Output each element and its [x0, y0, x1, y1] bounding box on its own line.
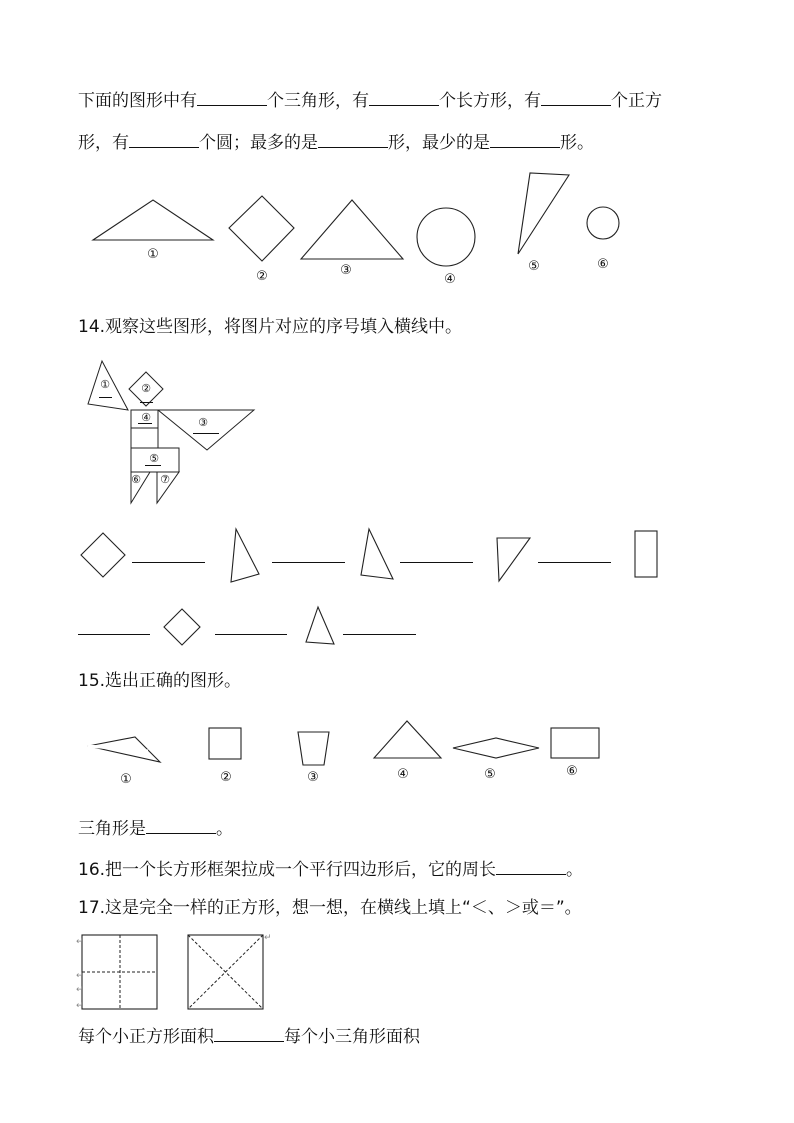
q13-label-6: ⑥: [597, 257, 609, 272]
q15-label-3: ③: [307, 770, 319, 785]
q13-blank-squares[interactable]: [541, 87, 611, 106]
svg-text:↵: ↵: [76, 1001, 84, 1011]
q13-line1-p2: 个三角形，有: [267, 91, 369, 111]
q15-blank[interactable]: [146, 815, 216, 834]
q14-blank-6[interactable]: [215, 634, 287, 635]
q13-shape-2-square: [229, 196, 294, 261]
q13-line1-p4: 个正方: [611, 91, 662, 111]
q14-answer-shape-rectangle: [635, 531, 657, 577]
q14-blank-3[interactable]: [400, 562, 473, 563]
q17-answer-prefix: 每个小正方形面积: [78, 1027, 214, 1047]
q15-shape-2: [209, 728, 241, 759]
q13-shape-5-triangle: [518, 173, 569, 254]
q13-line2-p3: 形，最少的是: [388, 133, 490, 153]
q13-line2-p4: 形。: [560, 133, 594, 153]
q15-title: 15.选出正确的图形。: [78, 671, 242, 691]
q15-shape-5: [453, 738, 539, 758]
q15-label-5: ⑤: [484, 767, 496, 782]
q13-blank-triangles[interactable]: [197, 87, 267, 106]
q13-label-1: ①: [147, 247, 159, 262]
q14-answer-shape-diamond-1: [81, 533, 125, 577]
q16-prefix: 16.把一个长方形框架拉成一个平行四边形后，它的周长: [78, 860, 497, 880]
q14-label-2-underline: [140, 402, 153, 403]
q14-figure-label-1: ①: [100, 378, 110, 391]
q14-label-5-underline: [145, 465, 161, 466]
q14-figure-label-5: ⑤: [149, 452, 159, 465]
q15-label-4: ④: [397, 767, 409, 782]
q14-figure-label-7: ⑦: [160, 473, 170, 486]
q13-label-4: ④: [444, 272, 456, 287]
q13-label-3: ③: [340, 263, 352, 278]
q16-line: [78, 856, 583, 881]
q16-suffix: 。: [566, 860, 584, 880]
q15-shape-6: [551, 728, 599, 758]
q14-blank-4[interactable]: [538, 562, 611, 563]
q13-label-5: ⑤: [528, 259, 540, 274]
q13-line2-p1: 形，有: [78, 133, 129, 153]
q14-answer-shape-diamond-2: [164, 609, 200, 645]
q14-label-1-underline: [99, 397, 112, 398]
q15-shape-4: [374, 721, 441, 758]
q14-blank-2[interactable]: [272, 562, 345, 563]
q14-answer-shape-triangle-1: [231, 529, 259, 582]
q14-figure-label-3: ③: [198, 416, 208, 429]
q14-figure-label-6: ⑥: [131, 473, 141, 486]
q17-answer-line: [78, 1023, 420, 1048]
svg-text:↵: ↵: [76, 985, 84, 995]
q14-answer-shape-triangle-3: [497, 538, 530, 581]
q15-label-6: ⑥: [566, 764, 578, 779]
q17-squares-figure: [0, 930, 794, 1020]
q14-blank-7[interactable]: [343, 634, 416, 635]
q17-title: 17.这是完全一样的正方形，想一想，在横线上填上“＜、＞或＝”。: [78, 898, 582, 918]
q14-figure-label-2: ②: [141, 382, 151, 395]
q15-label-2: ②: [220, 770, 232, 785]
q16-blank[interactable]: [496, 856, 566, 875]
q13-line1-p3: 个长方形，有: [439, 91, 541, 111]
q13-label-2: ②: [256, 269, 268, 284]
q15-shape-3: [298, 732, 329, 765]
q13-line1-p1: 下面的图形中有: [78, 91, 197, 111]
q14-label-3-underline: [193, 433, 219, 434]
q15-label-1: ①: [120, 772, 132, 787]
q14-answer-shapes: [0, 525, 794, 655]
q13-blank-most[interactable]: [318, 129, 388, 148]
q14-answer-shape-triangle-4: [306, 607, 334, 644]
q17-answer-suffix: 每个小三角形面积: [284, 1027, 420, 1047]
q14-blank-5[interactable]: [78, 634, 150, 635]
q13-line2-p2: 个圆；最多的是: [199, 133, 318, 153]
q14-answer-shape-triangle-2: [361, 529, 393, 579]
q13-shapes-figure: [0, 165, 794, 285]
q13-shape-3-triangle: [301, 200, 403, 259]
svg-text:↵: ↵: [76, 971, 84, 981]
q15-answer-line: [78, 815, 233, 840]
q13-line1: [78, 87, 662, 112]
q14-blank-1[interactable]: [132, 562, 205, 563]
q15-answer-prefix: 三角形是: [78, 819, 146, 839]
q15-answer-suffix: 。: [216, 819, 233, 839]
svg-text:↵: ↵: [76, 937, 84, 947]
q13-blank-least[interactable]: [490, 129, 560, 148]
q13-blank-rectangles[interactable]: [369, 87, 439, 106]
q13-line2: [78, 129, 594, 154]
q17-blank[interactable]: [214, 1023, 284, 1042]
q14-label-4-underline: [138, 423, 152, 424]
svg-text:↵: ↵: [264, 933, 272, 943]
q13-shape-6-circle: [587, 207, 619, 239]
q14-title: 14.观察这些图形，将图片对应的序号填入横线中。: [78, 317, 463, 337]
q13-blank-circles[interactable]: [129, 129, 199, 148]
q14-figure-label-4: ④: [141, 411, 151, 424]
q13-shape-1-triangle: [93, 200, 213, 240]
q13-shape-4-circle: [417, 208, 475, 266]
